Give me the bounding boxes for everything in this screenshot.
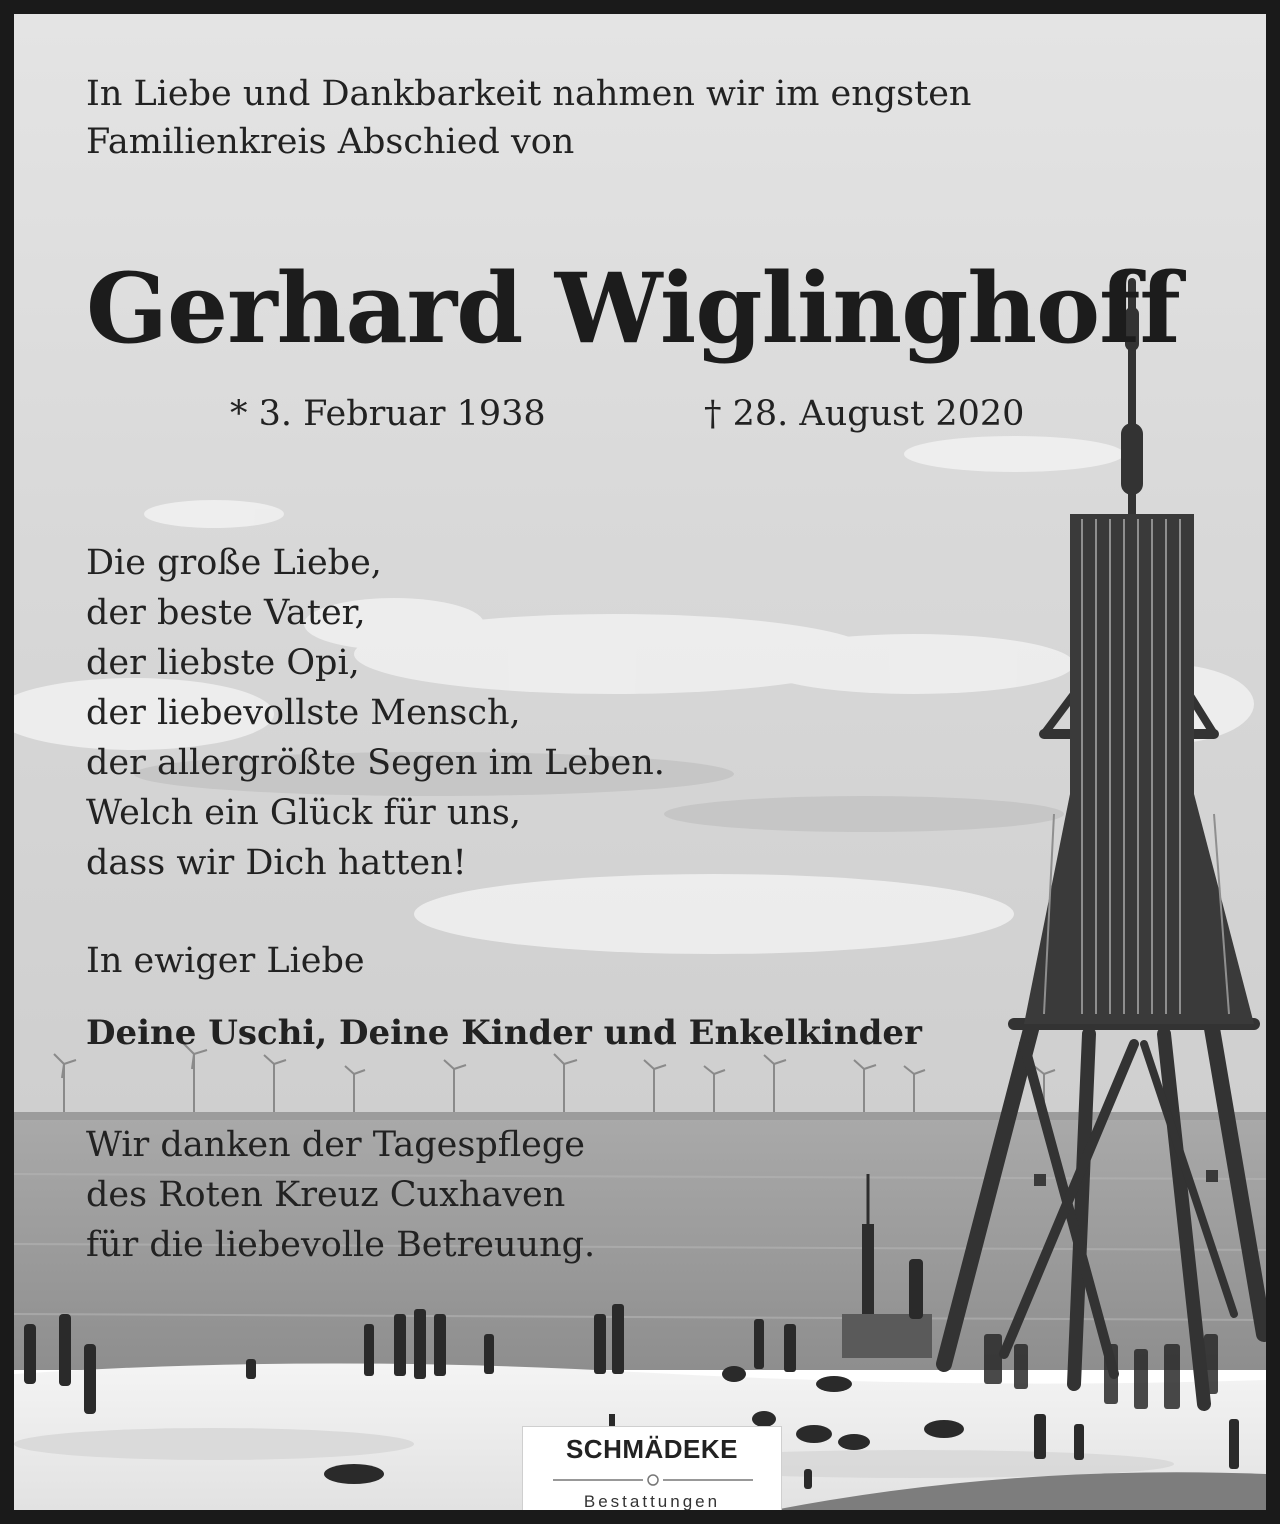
thanks-line: des Roten Kreuz Cuxhaven	[86, 1175, 566, 1215]
thanks-line: Wir danken der Tagespflege	[86, 1125, 585, 1165]
family-signature: Deine Uschi, Deine Kinder und Enkelkinder	[86, 1013, 922, 1053]
poem-line: der liebste Opi,	[86, 643, 360, 683]
intro-line: Familienkreis Abschied von	[86, 122, 575, 162]
logo-subtitle: Bestattungen	[583, 1492, 721, 1511]
thanks-line: für die liebevolle Betreuung.	[86, 1225, 596, 1265]
poem-line: dass wir Dich hatten!	[86, 843, 467, 883]
memorial-poem	[86, 538, 665, 888]
closing-line: In ewiger Liebe	[86, 941, 365, 981]
logo-divider-icon	[543, 1473, 763, 1487]
intro-line: In Liebe und Dankbarkeit nahmen wir im engsten	[86, 74, 972, 114]
poem-line: der beste Vater,	[86, 593, 366, 633]
deceased-name: Gerhard Wiglinghoff	[86, 252, 1180, 365]
poem-line: Welch ein Glück für uns,	[86, 793, 522, 833]
poem-line: der liebevollste Mensch,	[86, 693, 521, 733]
thanks-text	[86, 1120, 595, 1270]
death-date: † 28. August 2020	[704, 394, 1025, 434]
logo-name: SCHMÄDEKE	[565, 1434, 739, 1464]
poem-line: Die große Liebe,	[86, 543, 382, 583]
poem-line: der allergrößte Segen im Leben.	[86, 743, 665, 783]
intro-text	[86, 70, 971, 166]
funeral-home-logo	[522, 1426, 782, 1518]
birth-date: * 3. Februar 1938	[230, 394, 546, 434]
